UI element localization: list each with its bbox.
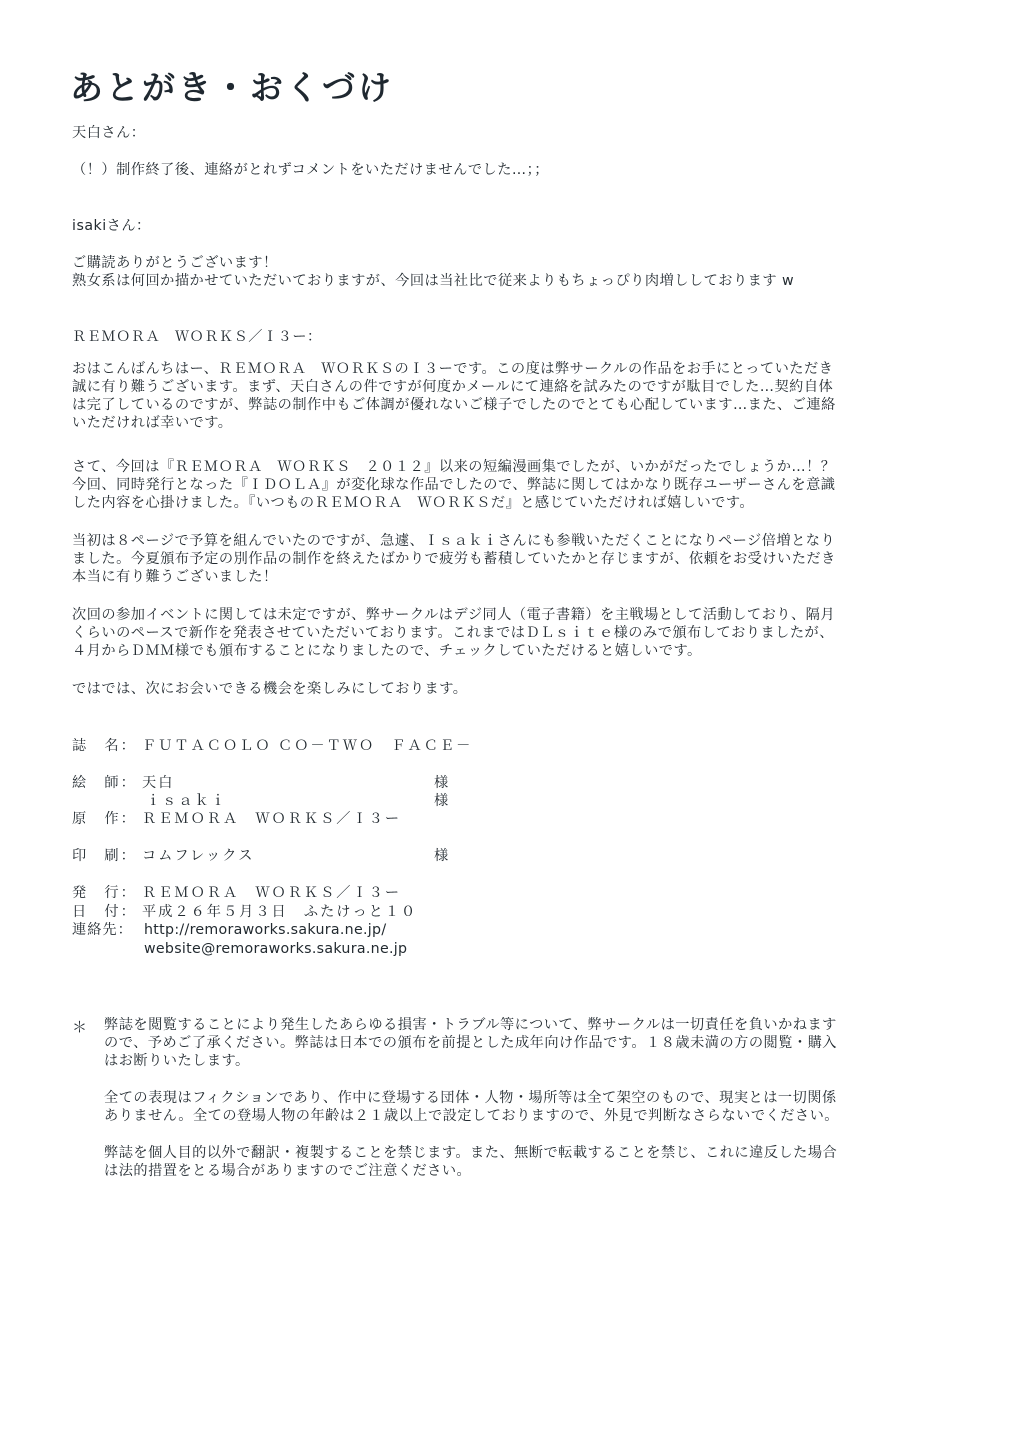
colophon-magazine-label: 誌 名： xyxy=(72,738,137,754)
paragraph-line: いただければ幸いです。 xyxy=(72,415,233,431)
remora-paragraph-1 xyxy=(72,360,972,432)
paragraph-line: 今回、同時発行となった『ＩＤＯＬＡ』が変化球な作品でしたので、弊誌に関してはかなり既存ユーザーさんを意識 xyxy=(72,477,836,493)
colophon-honorific: 様 xyxy=(434,848,451,864)
colophon-print-label: 印 刷： xyxy=(72,848,137,864)
notice-line: 全ての表現はフィクションであり、作中に登場する団体・人物・場所等は全て架空のもので、現実とは一切関係 xyxy=(104,1090,837,1106)
colophon-artist-2: ｉｓａｋｉ xyxy=(146,793,227,809)
notice-mark: ＊ xyxy=(72,1018,88,1036)
notice-line: 弊誌を個人目的以外で翻訳・複製することを禁じます。また、無断で転載することを禁じ、これに違反した場合 xyxy=(104,1145,838,1161)
remora-paragraph-5 xyxy=(72,680,972,698)
colophon-original-label: 原 作： xyxy=(72,811,137,827)
paragraph-line: さて、今回は『ＲＥＭＯＲＡ ＷＯＲＫＳ ２０１２』以来の短編漫画集でしたが、いかがだったでしょうか…！？ xyxy=(72,459,836,475)
notice-paragraph-2 xyxy=(104,1089,984,1125)
colophon-contact-url[interactable]: http://remoraworks.sakura.ne.jp/ xyxy=(144,922,387,938)
notice-line: はお断りいたします。 xyxy=(104,1053,250,1069)
notice-line: ので、予めご了承ください。弊誌は日本での頒布を前提とした成年向け作品です。１８歳未満の方の閲覧・購入 xyxy=(104,1035,837,1051)
colophon-honorific: 様 xyxy=(434,775,451,791)
paragraph-line: 誠に有り難うございます。まず、天白さんの件ですが何度かメールにて連絡を試みたのですが駄目でした…契約自体 xyxy=(72,379,834,395)
section-text-isaki-1: ご購読ありがとうございます！ xyxy=(72,255,278,271)
colophon-original-value: ＲＥＭＯＲＡ ＷＯＲＫＳ／Ｉ３ー xyxy=(142,811,402,827)
paragraph-line: ４月からＤＭＭ様でも頒布することになりましたので、チェックしていただけると嬉しいです。 xyxy=(72,643,702,659)
section-heading-remora: ＲＥＭＯＲＡ ＷＯＲＫＳ／Ｉ３ー： xyxy=(72,329,322,345)
colophon-print-value: コムフレックス xyxy=(142,848,255,864)
colophon-contact-label: 連絡先： xyxy=(72,922,133,938)
colophon-magazine-value: ＦＵＴＡＣＯＬＯ ＣＯ－ＴＷＯ ＦＡＣＥ－ xyxy=(142,738,473,754)
paragraph-line: した内容を心掛けました。『いつものＲＥＭＯＲＡ ＷＯＲＫＳだ』と感じていただければ嬉しいです。 xyxy=(72,495,755,511)
page-title: あとがき・おくづけ xyxy=(70,68,394,107)
remora-paragraph-3 xyxy=(72,532,972,586)
colophon-honorific: 様 xyxy=(434,793,451,809)
section-heading-tenpaku: 天白さん： xyxy=(72,125,146,141)
section-text-isaki-2: 熟女系は何回か描かせていただいておりますが、今回は当社比で従来よりもちょっぴり肉増ししております w xyxy=(72,273,795,289)
notice-paragraph-3 xyxy=(104,1144,984,1180)
remora-paragraph-4 xyxy=(72,606,972,660)
colophon-date-label: 日 付： xyxy=(72,904,137,920)
remora-paragraph-2 xyxy=(72,458,972,512)
paragraph-line: 次回の参加イベントに関しては未定ですが、弊サークルはデジ同人（電子書籍）を主戦場として活動しており、隔月 xyxy=(72,607,836,623)
colophon-publisher-label: 発 行： xyxy=(72,885,137,901)
paragraph-line: おはこんばんちはー、ＲＥＭＯＲＡ ＷＯＲＫＳのＩ３ーです。この度は弊サークルの作品をお手にとっていただき xyxy=(72,361,834,377)
notice-line: 弊誌を閲覧することにより発生したあらゆる損害・トラブル等について、弊サークルは一切責任を負いかねます xyxy=(104,1017,837,1033)
notice-line: ありません。全ての登場人物の年齢は２１歳以上で設定しておりますので、外見で判断なさらないでください。 xyxy=(104,1108,839,1124)
paragraph-line: 当初は８ページで予算を組んでいたのですが、急遽、Ｉｓａｋｉさんにも参戦いただくことになりページ倍増となり xyxy=(72,533,836,549)
notice-line: は法的措置をとる場合がありますのでご注意ください。 xyxy=(104,1163,472,1179)
paragraph-line: は完了しているのですが、弊誌の制作中もご体調が優れないご様子でしたのでとても心配しています…また、ご連絡 xyxy=(72,397,836,413)
colophon-contact-email[interactable]: website@remoraworks.sakura.ne.jp xyxy=(144,941,408,957)
colophon-artist-label: 絵 師： xyxy=(72,775,137,791)
paragraph-line: ではでは、次にお会いできる機会を楽しみにしております。 xyxy=(72,681,468,697)
paragraph-line: 本当に有り難うございました！ xyxy=(72,569,278,585)
paragraph-line: くらいのペースで新作を発表させていただいております。これまではＤＬｓｉｔｅ様のみで頒布しておりましたが、 xyxy=(72,625,834,641)
colophon-artist-1: 天白 xyxy=(142,775,175,791)
paragraph-line: ました。今夏頒布予定の別作品の制作を終えたばかりで疲労も蓄積していたかと存じますが、依頼をお受けいただき xyxy=(72,551,836,567)
section-text-tenpaku: （！）制作終了後、連絡がとれずコメントをいただけませんでした…；； xyxy=(72,162,549,178)
colophon-date-value: 平成２６年５月３日 ふたけっと１０ xyxy=(142,904,418,920)
colophon-publisher-value: ＲＥＭＯＲＡ ＷＯＲＫＳ／Ｉ３ー xyxy=(142,885,402,901)
notice-paragraph-1 xyxy=(104,1016,984,1070)
section-heading-isaki: isakiさん： xyxy=(72,218,151,234)
